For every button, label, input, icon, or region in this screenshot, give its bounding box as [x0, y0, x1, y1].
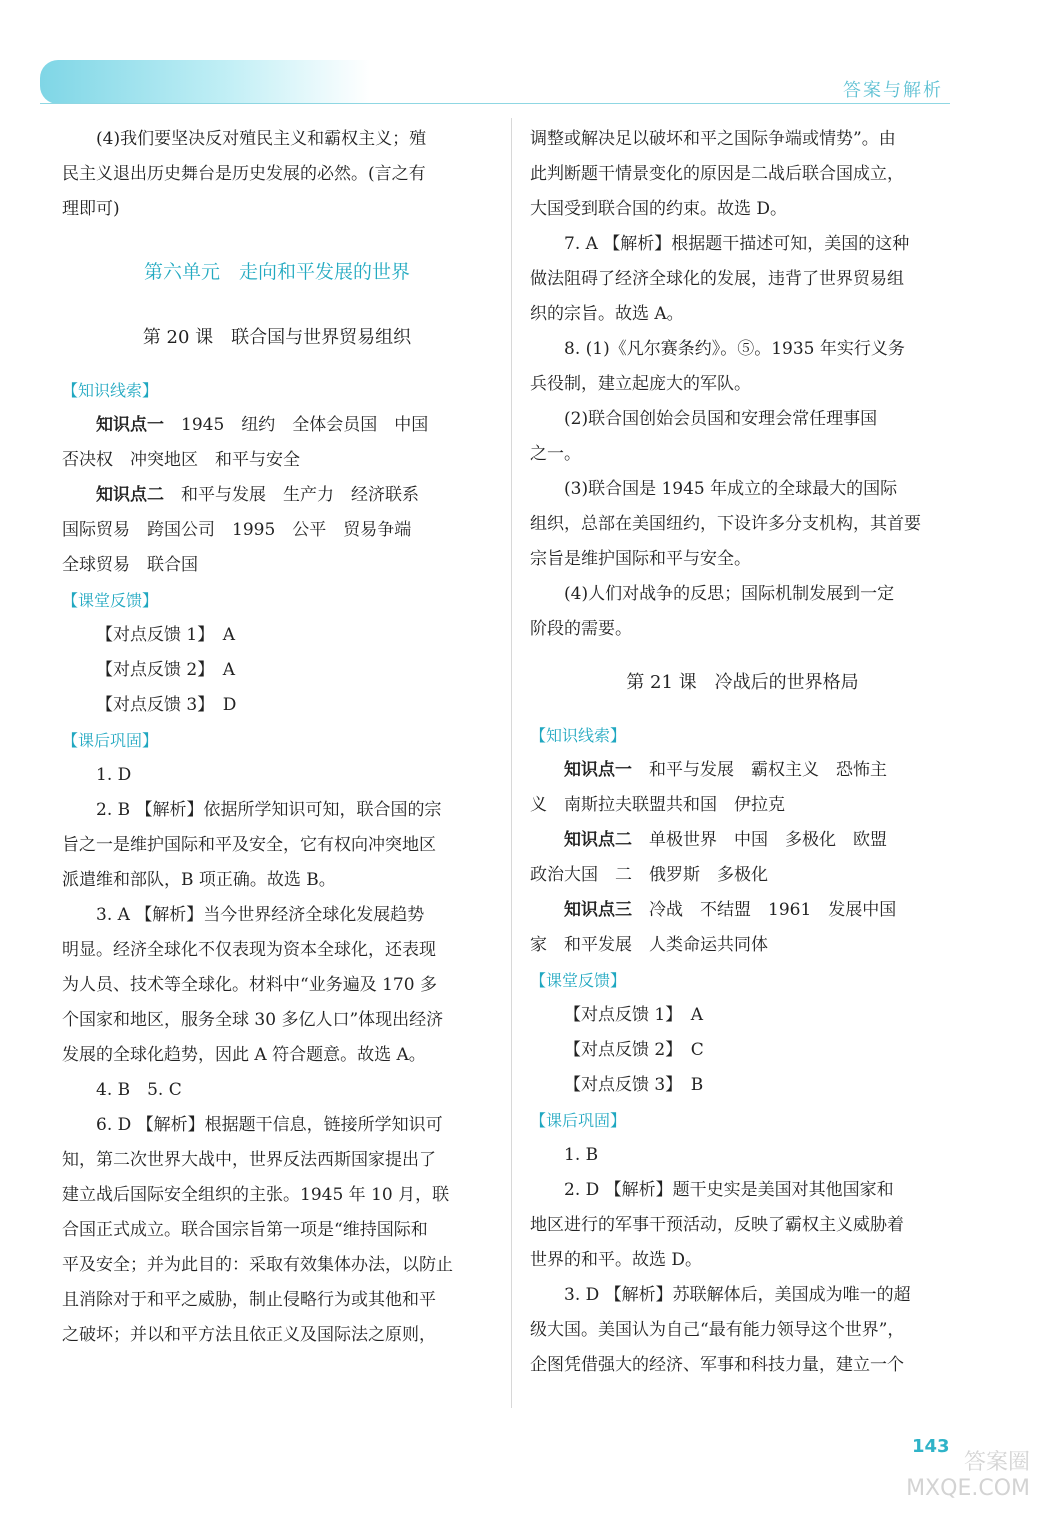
- feedback-line: 【对点反馈 3】 B: [564, 1075, 704, 1095]
- answer-line: 建立战后国际安全组织的主张。1945 年 10 月，联: [62, 1185, 450, 1205]
- knowledge-point-label: 知识点一: [564, 760, 632, 780]
- answer-line: 宗旨是维护国际和平与安全。: [530, 549, 751, 569]
- text-line: 国际贸易 跨国公司 1995 公平 贸易争端: [62, 520, 412, 540]
- page-number: 143: [912, 1436, 950, 1457]
- section-heading: 【课后巩固】: [62, 731, 159, 750]
- feedback-line: 【对点反馈 3】 D: [96, 695, 237, 715]
- answer-line: 个国家和地区，服务全球 30 多亿人口”体现出经济: [62, 1010, 444, 1030]
- knowledge-point-label: 知识点二: [564, 830, 632, 850]
- answer-line: 且消除对于和平之威胁，制止侵略行为或其他和平: [62, 1290, 436, 1310]
- text-line: 全球贸易 联合国: [62, 555, 198, 575]
- knowledge-point-text: 和平与发展 霸权主义 恐怖主: [632, 760, 887, 780]
- text-line: [62, 408, 492, 443]
- feedback-line: 【对点反馈 1】 A: [564, 1005, 703, 1025]
- answer-line: 阶段的需要。: [530, 619, 632, 639]
- answer-line: 组织，总部在美国纽约，下设许多分支机构，其首要: [530, 514, 921, 534]
- watermark: 答案圈 MXQE.COM: [906, 1450, 1030, 1501]
- answer-line: 明显。经济全球化不仅表现为资本全球化，还表现: [62, 940, 436, 960]
- section-heading: 【知识线索】: [62, 381, 159, 400]
- answer-line: 1. D: [96, 765, 132, 785]
- feedback-line: 【对点反馈 1】 A: [96, 625, 235, 645]
- text-line: (4)我们要坚决反对殖民主义和霸权主义；殖: [96, 129, 427, 149]
- text-line: 民主义退出历史舞台是历史发展的必然。(言之有: [62, 164, 426, 184]
- text-line: 此判断题干情景变化的原因是二战后联合国成立，: [530, 164, 904, 184]
- answer-line: 2. B 【解析】依据所学知识可知，联合国的宗: [96, 800, 442, 820]
- text-line: 政治大国 二 俄罗斯 多极化: [530, 865, 768, 885]
- feedback-line: 【对点反馈 2】 C: [564, 1040, 704, 1060]
- header-title: 答案与解析: [843, 80, 943, 101]
- text-line: 义 南斯拉夫联盟共和国 伊拉克: [530, 795, 785, 815]
- column-divider: [511, 118, 512, 1408]
- answer-line: 8. (1)《凡尔赛条约》。⑤。1935 年实行义务: [564, 339, 905, 359]
- answer-line: 合国正式成立。联合国宗旨第一项是“维持国际和: [62, 1220, 428, 1240]
- answer-line: 之破坏；并以和平方法且依正义及国际法之原则，: [62, 1325, 436, 1345]
- text-line: 否决权 冲突地区 和平与安全: [62, 450, 300, 470]
- left-column: [62, 122, 492, 1353]
- feedback-line: 【对点反馈 2】 A: [96, 660, 235, 680]
- text-line: 家 和平发展 人类命运共同体: [530, 935, 768, 955]
- lesson-title: 第 21 课 冷战后的世界格局: [626, 672, 859, 693]
- section-heading: 【课后巩固】: [530, 1111, 627, 1130]
- answer-line: 6. D 【解析】根据题干信息，链接所学知识可: [96, 1115, 443, 1135]
- answer-line: 企图凭借强大的经济、军事和科技力量，建立一个: [530, 1355, 904, 1375]
- knowledge-point-text: 1945 纽约 全体会员国 中国: [164, 415, 429, 435]
- text-line: [530, 893, 955, 928]
- header-decoration-band: [40, 60, 370, 104]
- answer-line: 2. D 【解析】题干史实是美国对其他国家和: [564, 1180, 894, 1200]
- text-line: [62, 478, 492, 513]
- answer-line: 发展的全球化趋势，因此 A 符合题意。故选 A。: [62, 1045, 426, 1065]
- answer-line: 1. B: [564, 1145, 599, 1165]
- answer-line: (2)联合国创始会员国和安理会常任理事国: [564, 409, 878, 429]
- unit-title: 第六单元 走向和平发展的世界: [143, 261, 410, 283]
- text-line: 大国受到联合国的约束。故选 D。: [530, 199, 788, 219]
- answer-line: 之一。: [530, 444, 581, 464]
- answer-line: 平及安全；并为此目的：采取有效集体办法，以防止: [62, 1255, 453, 1275]
- answer-line: 3. A 【解析】当今世界经济全球化发展趋势: [96, 905, 425, 925]
- answer-line: 地区进行的军事干预活动，反映了霸权主义威胁着: [530, 1215, 904, 1235]
- answer-line: 3. D 【解析】苏联解体后，美国成为唯一的超: [564, 1285, 911, 1305]
- answer-line: 为人员、技术等全球化。材料中“业务遍及 170 多: [62, 975, 437, 995]
- right-column: [530, 122, 955, 1383]
- text-line: 调整或解决足以破坏和平之国际争端或情势”。由: [530, 129, 896, 149]
- header-rule: [40, 103, 950, 104]
- text-line: 理即可): [62, 199, 120, 219]
- answer-line: 级大国。美国认为自己“最有能力领导这个世界”，: [530, 1320, 905, 1340]
- section-heading: 【知识线索】: [530, 726, 627, 745]
- answer-line: 织的宗旨。故选 A。: [530, 304, 684, 324]
- answer-line: (3)联合国是 1945 年成立的全球最大的国际: [564, 479, 898, 499]
- knowledge-point-text: 冷战 不结盟 1961 发展中国: [632, 900, 897, 920]
- answer-line: 4. B 5. C: [96, 1080, 182, 1100]
- text-line: [530, 753, 955, 788]
- knowledge-point-text: 和平与发展 生产力 经济联系: [164, 485, 419, 505]
- knowledge-point-label: 知识点一: [96, 415, 164, 435]
- answer-line: 7. A 【解析】根据题干描述可知，美国的这种: [564, 234, 910, 254]
- answer-line: 世界的和平。故选 D。: [530, 1250, 703, 1270]
- answer-line: 知，第二次世界大战中，世界反法西斯国家提出了: [62, 1150, 436, 1170]
- text-line: [530, 823, 955, 858]
- lesson-title: 第 20 课 联合国与世界贸易组织: [142, 327, 412, 348]
- answer-line: 旨之一是维护国际和平及安全，它有权向冲突地区: [62, 835, 436, 855]
- answer-line: 兵役制，建立起庞大的军队。: [530, 374, 751, 394]
- answer-line: 派遣维和部队，B 项正确。故选 B。: [62, 870, 336, 890]
- knowledge-point-text: 单极世界 中国 多极化 欧盟: [632, 830, 887, 850]
- answer-line: (4)人们对战争的反思；国际机制发展到一定: [564, 584, 895, 604]
- knowledge-point-label: 知识点二: [96, 485, 164, 505]
- section-heading: 【课堂反馈】: [62, 591, 159, 610]
- section-heading: 【课堂反馈】: [530, 971, 627, 990]
- answer-line: 做法阻碍了经济全球化的发展，违背了世界贸易组: [530, 269, 904, 289]
- knowledge-point-label: 知识点三: [564, 900, 632, 920]
